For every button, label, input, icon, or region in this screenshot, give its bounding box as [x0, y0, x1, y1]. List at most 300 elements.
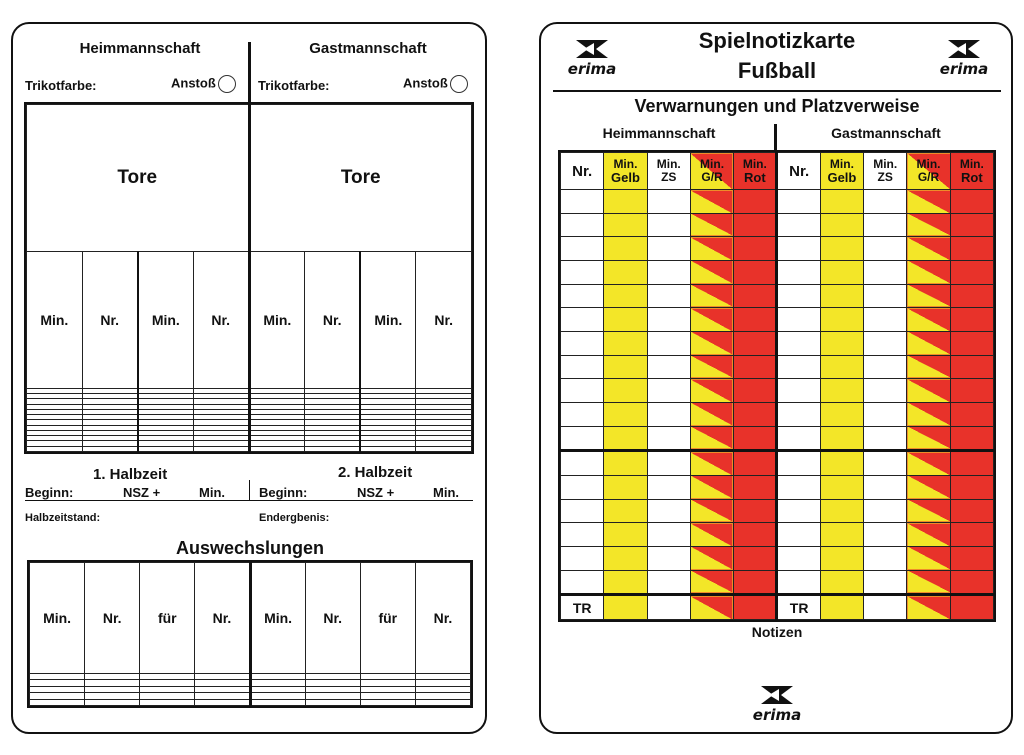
- cautions-row: [561, 499, 994, 523]
- cautions-cell[interactable]: [820, 331, 863, 355]
- goals-cell[interactable]: [193, 446, 249, 451]
- cautions-cell[interactable]: [864, 260, 907, 284]
- cautions-cell[interactable]: [690, 355, 733, 379]
- cautions-cell[interactable]: [647, 595, 690, 620]
- cautions-cell[interactable]: [734, 331, 777, 355]
- cautions-cell[interactable]: [604, 284, 647, 308]
- cautions-cell[interactable]: [864, 355, 907, 379]
- col-label-line1: Min.: [959, 157, 984, 171]
- cautions-cell[interactable]: [690, 260, 733, 284]
- cautions-cell[interactable]: [647, 499, 690, 523]
- cautions-col-0: [777, 153, 820, 190]
- goals-col-nr: Nr.: [305, 252, 361, 389]
- cautions-cell[interactable]: [820, 426, 863, 451]
- subs-cell[interactable]: [305, 699, 360, 706]
- cautions-cell[interactable]: [820, 475, 863, 499]
- away-jersey-label: Trikotfarbe:: [258, 78, 330, 93]
- cautions-cell[interactable]: [820, 451, 863, 476]
- cautions-cell[interactable]: [950, 570, 993, 595]
- cautions-cell[interactable]: [950, 308, 993, 332]
- cautions-cell[interactable]: [777, 475, 820, 499]
- goals-col-min: Min.: [360, 252, 416, 389]
- cautions-cell[interactable]: [820, 570, 863, 595]
- cautions-cell[interactable]: [647, 331, 690, 355]
- goals-cell[interactable]: [360, 446, 416, 451]
- subs-cell[interactable]: [85, 699, 140, 706]
- cautions-cell[interactable]: [604, 499, 647, 523]
- cautions-cell[interactable]: [561, 475, 604, 499]
- half1-min: Min.: [199, 485, 225, 500]
- col-label-line1: Min.: [700, 157, 725, 171]
- home-jersey-label: Trikotfarbe:: [25, 78, 97, 93]
- cautions-cell[interactable]: [690, 451, 733, 476]
- goals-cell[interactable]: [138, 446, 194, 451]
- col-label-line2: Gelb: [610, 170, 640, 185]
- cautions-cell[interactable]: [561, 308, 604, 332]
- half1-begin: Beginn:: [25, 485, 74, 500]
- cautions-cell[interactable]: [604, 355, 647, 379]
- cautions-col-1: [820, 153, 863, 190]
- cautions-cell[interactable]: [950, 595, 993, 620]
- cautions-cell[interactable]: [690, 426, 733, 451]
- cautions-cell[interactable]: [690, 475, 733, 499]
- cautions-cell[interactable]: [647, 355, 690, 379]
- cautions-cell[interactable]: [777, 546, 820, 570]
- cautions-cell[interactable]: [690, 308, 733, 332]
- cautions-cell[interactable]: [864, 523, 907, 547]
- cautions-cell[interactable]: [907, 426, 950, 451]
- cautions-cell[interactable]: [777, 190, 820, 214]
- goals-rows: [27, 388, 472, 451]
- away-kickoff-checkbox[interactable]: [450, 75, 468, 93]
- cautions-cell[interactable]: [647, 451, 690, 476]
- cautions-row: [561, 523, 994, 547]
- goals-table: [24, 102, 474, 454]
- cautions-cell[interactable]: [647, 308, 690, 332]
- away-team-header: Gastmannschaft: [309, 40, 427, 57]
- cautions-cell[interactable]: [690, 190, 733, 214]
- cautions-cell[interactable]: [777, 355, 820, 379]
- cautions-cell[interactable]: [950, 546, 993, 570]
- subs-col-nr: Nr.: [305, 563, 360, 674]
- halftime-score-label: Halbzeitstand:: [25, 512, 101, 524]
- erima-icon: [946, 38, 982, 60]
- cautions-cell[interactable]: [690, 570, 733, 595]
- cautions-cell[interactable]: [864, 379, 907, 403]
- cautions-cell[interactable]: [907, 190, 950, 214]
- cautions-cell[interactable]: [690, 523, 733, 547]
- cautions-cell[interactable]: [647, 284, 690, 308]
- cautions-cell[interactable]: [734, 355, 777, 379]
- right-home-header: Heimmannschaft: [602, 125, 716, 141]
- right-away-header: Gastmannschaft: [831, 125, 941, 141]
- away-goals-title: Tore: [249, 105, 472, 252]
- subs-col-nr: Nr.: [85, 563, 140, 674]
- cautions-cell[interactable]: [820, 379, 863, 403]
- cautions-cell[interactable]: [604, 426, 647, 451]
- subs-col-min: Min.: [30, 563, 85, 674]
- cautions-cell[interactable]: [647, 546, 690, 570]
- cautions-col-1: [604, 153, 647, 190]
- cautions-cell[interactable]: [950, 213, 993, 237]
- cautions-cell[interactable]: [950, 355, 993, 379]
- left-card: [11, 22, 487, 734]
- substitutions-title: Auswechslungen: [175, 538, 325, 558]
- cautions-cell[interactable]: [777, 308, 820, 332]
- subs-col-nr: Nr.: [195, 563, 250, 674]
- cautions-cell[interactable]: [907, 284, 950, 308]
- cautions-cell[interactable]: [734, 213, 777, 237]
- cautions-cell[interactable]: [604, 190, 647, 214]
- cautions-cell[interactable]: [864, 451, 907, 476]
- cautions-cell[interactable]: [734, 499, 777, 523]
- cautions-cell[interactable]: [950, 402, 993, 426]
- subs-cell[interactable]: [360, 699, 415, 706]
- cautions-cell[interactable]: [561, 523, 604, 547]
- subs-cell[interactable]: [195, 699, 250, 706]
- cautions-row: [561, 475, 994, 499]
- cautions-cell[interactable]: [561, 499, 604, 523]
- cautions-cell[interactable]: [561, 570, 604, 595]
- cautions-cell[interactable]: [690, 213, 733, 237]
- goals-col-min: Min.: [249, 252, 305, 389]
- cautions-cell[interactable]: [907, 570, 950, 595]
- cautions-cell[interactable]: [647, 426, 690, 451]
- cautions-cell[interactable]: [950, 284, 993, 308]
- cautions-cell[interactable]: [777, 402, 820, 426]
- title-rule: [553, 90, 1001, 92]
- cautions-cell[interactable]: [907, 402, 950, 426]
- cautions-cell[interactable]: [561, 402, 604, 426]
- goals-cell[interactable]: [305, 446, 361, 451]
- cautions-cell[interactable]: [604, 237, 647, 261]
- col-label-line2: Rot: [744, 170, 766, 185]
- col-label-line2: Rot: [961, 170, 983, 185]
- cautions-cell[interactable]: [907, 475, 950, 499]
- cautions-row: [561, 308, 994, 332]
- col-label-line1: Min.: [873, 157, 898, 171]
- cautions-cell[interactable]: [690, 284, 733, 308]
- goals-cell[interactable]: [82, 446, 138, 451]
- cautions-cell[interactable]: [647, 523, 690, 547]
- cautions-cell[interactable]: [777, 499, 820, 523]
- away-kickoff-label: Anstoß: [403, 75, 448, 91]
- col-label-line1: Min.: [656, 157, 681, 171]
- cautions-cell[interactable]: [820, 523, 863, 547]
- cautions-cell[interactable]: [820, 595, 863, 620]
- cautions-col-4: [950, 153, 993, 190]
- cautions-cell[interactable]: [647, 237, 690, 261]
- cautions-cell[interactable]: [690, 402, 733, 426]
- cautions-cell[interactable]: [864, 499, 907, 523]
- final-result-label: Endergbenis:: [259, 512, 330, 524]
- cautions-cell[interactable]: [604, 331, 647, 355]
- cautions-cell[interactable]: [907, 355, 950, 379]
- brand-logo-right: [931, 38, 997, 78]
- cautions-col-0: [561, 153, 604, 190]
- cautions-cell[interactable]: [777, 426, 820, 451]
- cautions-cell[interactable]: [734, 475, 777, 499]
- home-kickoff-checkbox[interactable]: [218, 75, 236, 93]
- cautions-cell[interactable]: [864, 190, 907, 214]
- cautions-cell[interactable]: [690, 546, 733, 570]
- cautions-title: Verwarnungen und Platzverweise: [634, 96, 920, 116]
- cautions-cell[interactable]: [734, 546, 777, 570]
- cautions-cell[interactable]: [604, 451, 647, 476]
- cautions-cell[interactable]: [864, 570, 907, 595]
- cautions-cell[interactable]: [907, 331, 950, 355]
- substitutions-table: [27, 560, 473, 708]
- cautions-cell[interactable]: [604, 570, 647, 595]
- cautions-cell[interactable]: [777, 523, 820, 547]
- cautions-cell[interactable]: [820, 190, 863, 214]
- cautions-cell[interactable]: [864, 284, 907, 308]
- brand-name: erima: [939, 60, 989, 78]
- goals-col-nr: Nr.: [193, 252, 249, 389]
- cautions-cell[interactable]: [820, 284, 863, 308]
- cautions-col-2: [864, 153, 907, 190]
- cautions-cell[interactable]: [734, 570, 777, 595]
- cautions-cell[interactable]: [950, 190, 993, 214]
- col-label-line1: Min.: [829, 157, 854, 171]
- goals-cell[interactable]: [249, 446, 305, 451]
- cautions-cell[interactable]: [561, 213, 604, 237]
- cautions-row: [561, 451, 994, 476]
- col-label-line1: Nr.: [572, 162, 593, 180]
- cautions-cell[interactable]: [561, 546, 604, 570]
- half2-min: Min.: [433, 485, 459, 500]
- cautions-cell[interactable]: [647, 213, 690, 237]
- cautions-cell[interactable]: [647, 260, 690, 284]
- cautions-cell[interactable]: [907, 451, 950, 476]
- cautions-cell[interactable]: [820, 213, 863, 237]
- subs-col-nr: Nr.: [415, 563, 470, 674]
- cautions-row: [561, 355, 994, 379]
- notes-label: Notizen: [751, 624, 803, 640]
- col-label-line2: ZS: [877, 170, 893, 184]
- cautions-row: [561, 379, 994, 403]
- cautions-cell[interactable]: [907, 308, 950, 332]
- cautions-cell[interactable]: [864, 331, 907, 355]
- cautions-cell[interactable]: [820, 237, 863, 261]
- cautions-cell[interactable]: [950, 475, 993, 499]
- half2-begin: Beginn:: [259, 485, 308, 500]
- cautions-row: [561, 546, 994, 570]
- cautions-row: [561, 426, 994, 451]
- col-label-line2: G/R: [917, 170, 940, 184]
- home-kickoff-label: Anstoß: [171, 75, 216, 91]
- cautions-cell[interactable]: [864, 595, 907, 620]
- cautions-cell[interactable]: [777, 379, 820, 403]
- cautions-cell[interactable]: [777, 451, 820, 476]
- cautions-cell[interactable]: [820, 260, 863, 284]
- col-label-line1: Nr.: [789, 162, 810, 180]
- cautions-cell[interactable]: [907, 523, 950, 547]
- cautions-cell[interactable]: [907, 379, 950, 403]
- cautions-cell[interactable]: [561, 190, 604, 214]
- cautions-cell[interactable]: [950, 523, 993, 547]
- cautions-cell[interactable]: [561, 284, 604, 308]
- cautions-cell[interactable]: [734, 308, 777, 332]
- cautions-cell[interactable]: [561, 451, 604, 476]
- cautions-cell[interactable]: [734, 402, 777, 426]
- goals-col-nr: Nr.: [416, 252, 472, 389]
- cautions-cell[interactable]: [604, 595, 647, 620]
- cautions-cell[interactable]: [734, 284, 777, 308]
- cautions-cell[interactable]: [647, 475, 690, 499]
- cautions-cell[interactable]: [561, 331, 604, 355]
- cautions-cell[interactable]: [604, 523, 647, 547]
- half1-nsz: NSZ +: [123, 485, 161, 500]
- cautions-cell[interactable]: [907, 213, 950, 237]
- cautions-cell[interactable]: [561, 426, 604, 451]
- erima-icon: [574, 38, 610, 60]
- cautions-cell[interactable]: [950, 260, 993, 284]
- cautions-cell[interactable]: [820, 308, 863, 332]
- col-label-line1: Min.: [742, 157, 767, 171]
- cautions-cell[interactable]: [777, 213, 820, 237]
- cautions-cell[interactable]: [820, 499, 863, 523]
- cautions-cell[interactable]: [734, 237, 777, 261]
- cautions-cell[interactable]: [864, 546, 907, 570]
- cautions-cell[interactable]: [561, 355, 604, 379]
- cautions-cell[interactable]: [777, 260, 820, 284]
- cautions-cell[interactable]: [777, 331, 820, 355]
- subs-col-for: für: [360, 563, 415, 674]
- cautions-row: [561, 237, 994, 261]
- cautions-row: [561, 402, 994, 426]
- cautions-cell[interactable]: [690, 237, 733, 261]
- brand-logo-left: [559, 38, 625, 78]
- cautions-row: [561, 260, 994, 284]
- cautions-cell[interactable]: [950, 379, 993, 403]
- cautions-cell[interactable]: [604, 546, 647, 570]
- cautions-cell[interactable]: [864, 426, 907, 451]
- cautions-cell[interactable]: [604, 308, 647, 332]
- col-label-line2: G/R: [701, 170, 723, 184]
- brand-name: erima: [567, 60, 617, 78]
- cautions-cell[interactable]: [907, 595, 950, 620]
- halves-divider: [249, 480, 250, 500]
- cautions-cell[interactable]: [647, 379, 690, 403]
- goals-col-min: Min.: [138, 252, 194, 389]
- cautions-cell[interactable]: [777, 570, 820, 595]
- right-center-divider: [774, 124, 777, 150]
- home-kickoff: [171, 75, 236, 93]
- goals-row: [27, 446, 472, 451]
- cautions-cell[interactable]: [647, 570, 690, 595]
- goals-col-nr: Nr.: [82, 252, 138, 389]
- cautions-cell[interactable]: [820, 402, 863, 426]
- cautions-cell[interactable]: [907, 237, 950, 261]
- subs-row: [30, 699, 471, 706]
- cautions-row: [561, 570, 994, 595]
- cautions-cell[interactable]: [690, 379, 733, 403]
- cautions-cell[interactable]: [820, 546, 863, 570]
- cautions-row-tr: [561, 595, 994, 620]
- cautions-cell[interactable]: [864, 237, 907, 261]
- cautions-cell[interactable]: [604, 213, 647, 237]
- cautions-cell[interactable]: [647, 402, 690, 426]
- cautions-cell[interactable]: [690, 595, 733, 620]
- subs-rows: [30, 673, 471, 706]
- cautions-cell[interactable]: [561, 379, 604, 403]
- subs-col-for: für: [140, 563, 195, 674]
- cautions-col-3: [690, 153, 733, 190]
- cautions-cell[interactable]: [907, 546, 950, 570]
- subs-cell[interactable]: [415, 699, 470, 706]
- cautions-cell[interactable]: [950, 237, 993, 261]
- cautions-cell[interactable]: [734, 595, 777, 620]
- brand-name: erima: [752, 706, 802, 724]
- card-subtitle-sport: Fußball: [737, 58, 817, 83]
- cautions-cell[interactable]: [561, 260, 604, 284]
- card-title: Spielnotizkarte: [698, 28, 856, 53]
- goals-cell[interactable]: [416, 446, 472, 451]
- goals-cell[interactable]: [27, 446, 83, 451]
- cautions-cell[interactable]: [604, 379, 647, 403]
- cautions-cell[interactable]: [604, 260, 647, 284]
- cautions-cell[interactable]: [864, 402, 907, 426]
- cautions-col-3: [907, 153, 950, 190]
- cautions-cell[interactable]: [907, 499, 950, 523]
- away-kickoff: [403, 75, 468, 93]
- cautions-cell[interactable]: [864, 308, 907, 332]
- cautions-cell[interactable]: [777, 284, 820, 308]
- half2-nsz: NSZ +: [357, 485, 395, 500]
- cautions-cell[interactable]: [734, 523, 777, 547]
- cautions-cell[interactable]: [777, 237, 820, 261]
- cautions-row: [561, 190, 994, 214]
- cautions-cell[interactable]: [950, 451, 993, 476]
- cautions-cell[interactable]: [604, 475, 647, 499]
- cautions-row: [561, 284, 994, 308]
- subs-col-min: Min.: [250, 563, 305, 674]
- cautions-cell[interactable]: [907, 260, 950, 284]
- cautions-cell[interactable]: [950, 499, 993, 523]
- halves-underline: [25, 500, 473, 501]
- cautions-cell[interactable]: [690, 331, 733, 355]
- cautions-cell[interactable]: [734, 260, 777, 284]
- cautions-cell[interactable]: [734, 426, 777, 451]
- cautions-cell[interactable]: [734, 379, 777, 403]
- cautions-cell[interactable]: [734, 451, 777, 476]
- cautions-cell[interactable]: [864, 213, 907, 237]
- right-card: [539, 22, 1013, 734]
- cautions-cell[interactable]: [950, 331, 993, 355]
- col-label-line2: Gelb: [827, 170, 857, 185]
- cautions-rows: [561, 190, 994, 620]
- cautions-cell[interactable]: [734, 190, 777, 214]
- subs-cell[interactable]: [140, 699, 195, 706]
- cautions-cell[interactable]: [820, 355, 863, 379]
- home-team-header: Heimmannschaft: [79, 40, 201, 57]
- cautions-cell[interactable]: [864, 475, 907, 499]
- subs-cell[interactable]: [30, 699, 85, 706]
- referee-label: TR: [561, 595, 604, 620]
- subs-cell[interactable]: [250, 699, 305, 706]
- half2-label: 2. Halbzeit: [338, 464, 413, 481]
- half1-label: 1. Halbzeit: [93, 466, 168, 483]
- cautions-cell[interactable]: [604, 402, 647, 426]
- cautions-row: [561, 213, 994, 237]
- cautions-cell[interactable]: [561, 237, 604, 261]
- cautions-cell[interactable]: [647, 190, 690, 214]
- col-label-line1: Min.: [916, 157, 941, 171]
- home-goals-title: Tore: [27, 105, 250, 252]
- cautions-cell[interactable]: [690, 499, 733, 523]
- cautions-cell[interactable]: [950, 426, 993, 451]
